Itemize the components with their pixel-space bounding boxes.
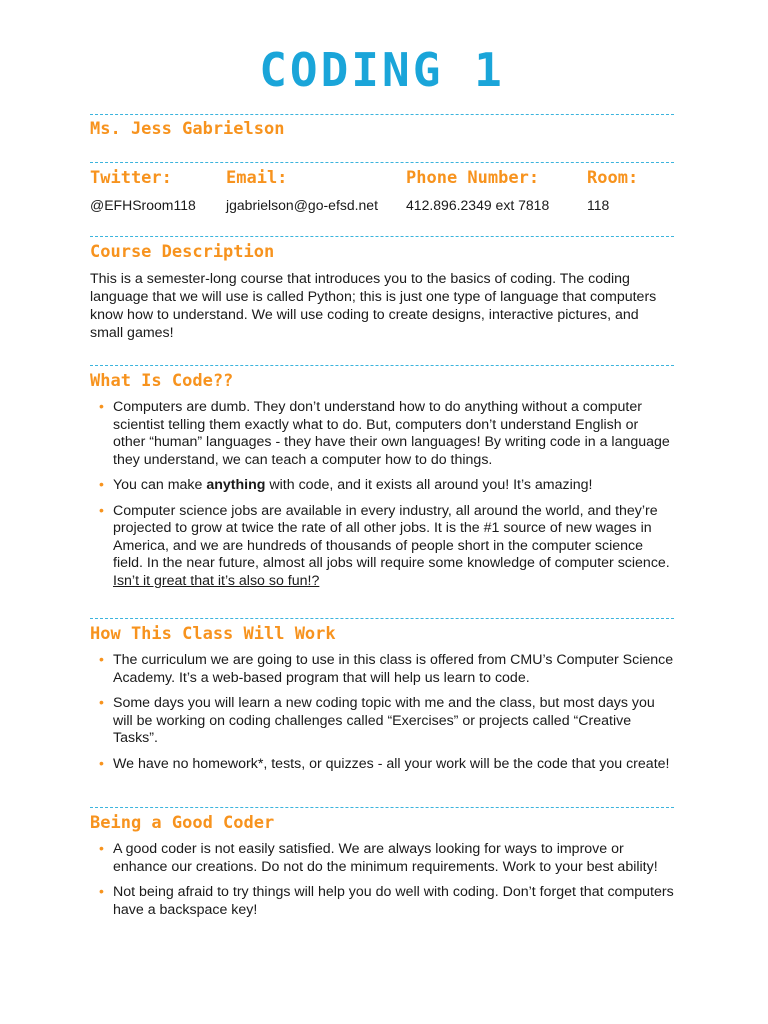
list-item	[90, 477, 674, 495]
phone-number: 412.896.2349 ext 7818	[406, 197, 550, 213]
list-item	[90, 841, 674, 876]
section-divider	[90, 807, 674, 808]
bullet-icon: •	[99, 501, 104, 518]
list-item-text: You can make	[113, 477, 207, 493]
room-number: 118	[587, 197, 610, 213]
bullet-icon: •	[99, 476, 104, 492]
twitter-label: Twitter:	[90, 168, 172, 188]
bullet-icon: •	[99, 840, 104, 856]
list-item	[90, 695, 674, 748]
phone-label: Phone Number:	[406, 168, 540, 188]
list-item-text: The curriculum we are going to use in this class is offered from CMU’s Computer Science Academy. It’s a web-based program that will help us learn to code.	[113, 652, 674, 686]
bullet-icon: •	[99, 398, 104, 414]
bullet-icon: •	[99, 754, 104, 771]
list-item-text: Computer science jobs are available in every industry, all around the world, and they’re projected to grow at twice the rate of all other jobs. It is the #1 source of new wages in America, and we are hundreds of thousands of people short in the computer science field. In the near future, almost all jobs will require some knowledge of computer science.	[113, 502, 670, 571]
bullet-icon: •	[99, 694, 104, 710]
section-divider	[90, 236, 674, 237]
bullet-icon: •	[99, 883, 104, 899]
list-item	[90, 756, 674, 774]
emphasis-text: anything	[206, 477, 266, 493]
how-class-works-list	[90, 652, 674, 781]
list-item-text: with code, and it exists all around you! It’s amazing!	[265, 477, 593, 493]
twitter-handle: @EFHSroom118	[90, 197, 196, 213]
good-coder-heading: Being a Good Coder	[90, 813, 275, 833]
what-is-code-heading: What Is Code??	[90, 371, 234, 391]
list-item	[90, 652, 674, 687]
list-item-text: A good coder is not easily satisfied. We are always looking for ways to improve or enhance our creations. Do not do the minimum requirements. Work to your best ability!	[113, 841, 658, 875]
teacher-name: Ms. Jess Gabrielson	[90, 119, 285, 139]
list-item-text: Computers are dumb. They don’t understand how to do anything without a computer scientist telling them exactly what to do. But, computers don’t understand English or other “human” languages - they have their own languages! By writing code in a language they understand, we can teach a computer how to do things.	[113, 399, 670, 468]
good-coder-list	[90, 841, 674, 927]
section-divider	[90, 162, 674, 163]
email-address: jgabrielson@go-efsd.net	[226, 197, 378, 213]
list-item-text: Some days you will learn a new coding topic with me and the class, but most days you will be working on coding challenges called “Exercises” or projects called “Creative Tasks”.	[113, 695, 655, 746]
section-divider	[90, 365, 674, 366]
page-title: CODING 1	[259, 43, 505, 97]
list-item	[90, 884, 674, 919]
section-divider	[90, 114, 674, 115]
bullet-icon: •	[99, 651, 104, 667]
underlined-text: Isn’t it great that it’s also so fun!?	[113, 572, 320, 589]
list-item-text: Not being afraid to try things will help you do well with coding. Don’t forget that computers have a backspace key!	[113, 884, 674, 918]
room-label: Room:	[587, 168, 639, 188]
course-description-heading: Course Description	[90, 242, 275, 262]
list-item-text: We have no homework*, tests, or quizzes - all your work will be the code that you create!	[113, 755, 670, 772]
list-item	[90, 399, 674, 469]
list-item	[90, 503, 674, 591]
email-label: Email:	[226, 168, 288, 188]
section-divider	[90, 618, 674, 619]
course-description-text: This is a semester-long course that introduces you to the basics of coding. The coding language that we will use is called Python; this is just one type of language that computers know how to understand. We will use coding to create designs, interactive pictures, and small games!	[90, 271, 657, 341]
what-is-code-list	[90, 399, 674, 598]
how-class-works-heading: How This Class Will Work	[90, 624, 336, 644]
